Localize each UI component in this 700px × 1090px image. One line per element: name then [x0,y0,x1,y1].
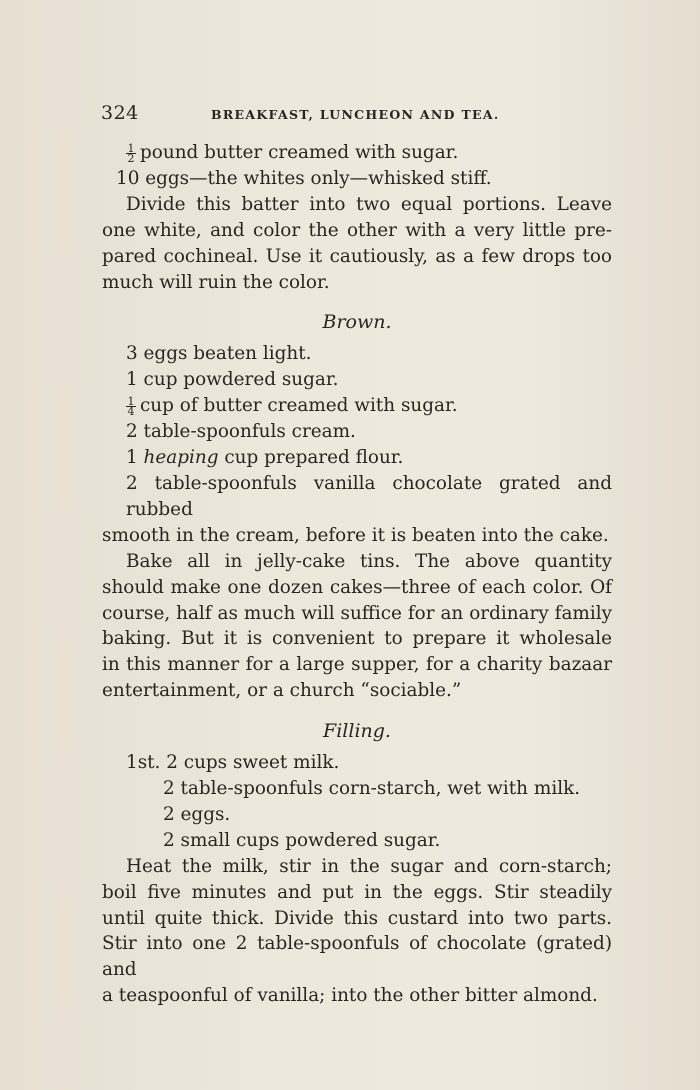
paragraph-line: pared cochineal. Use it cautiously, as a few drops too [102,245,612,267]
paragraph-line: course, half as much will suffice for an ordinary family [102,602,612,624]
fraction: $\frac{1}{2}$ [127,141,135,165]
ingredient-line: smooth in the cream, before it is beaten into the cake. [102,524,609,546]
page-header [101,98,611,128]
paragraph-line: boil five minutes and put in the eggs. Stir steadily [102,881,612,903]
section-heading-brown: Brown. [322,311,392,334]
paragraph-line: entertainment, or a church “sociable.” [102,680,462,702]
paragraph-line: in this manner for a large supper, for a charity bazaar [102,654,612,676]
paragraph-line: Divide this batter into two equal portions. Leave [126,193,612,215]
paragraph-line: one white, and color the other with a very little pre- [102,219,612,241]
section-heading-filling: Filling. [323,720,391,743]
paragraph-line: baking. But it is convenient to prepare it wholesale [102,628,612,650]
paragraph-line: Bake all in jelly-cake tins. The above quantity [126,550,612,572]
ingredient-line: 1 cup powdered sugar. [126,369,339,391]
ingredient-line: $\frac{1}{4}$ cup of butter creamed with sugar. [127,394,458,418]
ingredient-line: 2 table-spoonfuls corn-starch, wet with milk. [163,778,581,800]
ingredient-line: 10 eggs—the whites only—whisked stiff. [116,167,492,189]
ingredient-line: 2 small cups powdered sugar. [163,829,441,851]
paragraph-line: should make one dozen cakes—three of each color. Of [102,576,612,598]
paragraph-line: Stir into one 2 table-spoonfuls of chocolate (grated) and [102,933,612,981]
ingredient-line: 2 table-spoonfuls vanilla chocolate grated and rubbed [126,472,612,520]
ingredient-line: 2 table-spoonfuls cream. [126,421,356,443]
ingredient-line: 1 heaping cup prepared flour. [126,447,404,469]
ingredient-line: $\frac{1}{2}$ pound butter creamed with sugar. [127,141,459,165]
ingredient-line: 2 eggs. [163,803,231,825]
body-text [102,140,612,1009]
fraction: $\frac{1}{4}$ [127,394,135,418]
paragraph-line: a teaspoonful of vanilla; into the other bitter almond. [102,985,598,1007]
paragraph-line: until quite thick. Divide this custard into two parts. [102,907,612,929]
ingredient-line: 1st. 2 cups sweet milk. [126,752,340,774]
paragraph-line: much will ruin the color. [102,271,330,293]
paragraph-line: Heat the milk, stir in the sugar and corn-starch; [126,855,612,877]
ingredient-line: 3 eggs beaten light. [126,343,312,365]
running-head: BREAKFAST, LUNCHEON AND TEA. [211,107,500,122]
page-number: 324 [101,102,139,124]
